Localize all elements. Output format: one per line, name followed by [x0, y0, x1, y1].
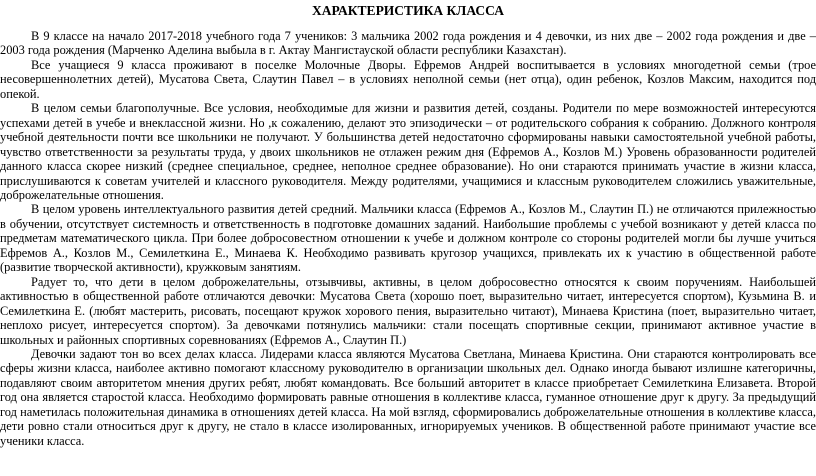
paragraph-residence: Все учащиеся 9 класса проживают в поселке Молочные Дворы. Ефремов Андрей воспитывается в условиях многодетной семьи (трое несовершеннолетних детей), Мусатова Света, Слаутин Павел – в условиях неполной семьи (нет отца), один ребенок, Козлов Максим, находится под опекой.	[0, 57, 816, 101]
document-body	[0, 29, 816, 448]
paragraph-families: В целом семьи благополучные. Все условия, необходимые для жизни и развития детей, созданы. Родители по мере возможностей интересуются успехами детей в учебе и внеклассной жизни. Но ,к сожалению, делают это эпизодически – от родительского собрания к собранию. Должного контроля учебной деятельности почти все школьники не получают. У большинства детей недостаточно сформированы навыки самостоятельной учебной работы, чувство ответственности за результаты труда, у двоих школьников не отлажен режим дня (Ефремов А., Козлов М.) Уровень образованности родителей данного класса скорее низкий (среднее специальное, среднее, неполное среднее образование). Но они стараются принимать участие в жизни класса, прислушиваются к советам учителей и классного руководителя. Между родителями, учащимися и классным руководителем сложились уважительные, доброжелательные отношения.	[0, 101, 816, 202]
paragraph-social-activity: Радует то, что дети в целом доброжелательны, отзывчивы, активны, в целом добросовестно относятся к своим поручениям. Наибольшей активностью в общественной работе отличаются девочки: Мусатова Света (хорошо поет, выразительно читает, интересуется спортом), Кузьмина В. и Семилеткина Е. (любят мастерить, рисовать, посещают кружок хорового пения, выразительно читают), Минаева Кристина (поет, выразительно читает, неплохо рисует, интересуется спортом). За девочками потянулись мальчики: стали посещать спортивные секции, принимают активное участие в школьных и районных спортивных соревнованиях (Ефремов А., Слаутин П.)	[0, 274, 816, 347]
paragraph-intellectual-development: В целом уровень интеллектуального развития детей средний. Мальчики класса (Ефремов А., Козлов М., Слаутин П.) не отличаются прилежностью в обучении, отсутствует системность и ответственность в подготовке домашних заданий. Наибольшие проблемы с учебой возникают у детей класса по предметам математического цикла. При более добросовестном отношении к учебе и должном контроле со стороны родителей могли бы лучше учиться Ефремов А., Козлов М., Семилеткина Е., Минаева К. Необходимо развивать кругозор учащихся, привлекать их к участию в общественной работе (развитие творческой активности), кружковым занятиям.	[0, 202, 816, 275]
paragraph-class-leaders: Девочки задают тон во всех делах класса. Лидерами класса являются Мусатова Светлана, Минаева Кристина. Они стараются контролировать все сферы жизни класса, наиболее активно помогают классному руководителю в организации школьных дел. Однако иногда бывают излишне категоричны, подавляют своим авторитетом мнения других ребят, любят командовать. Все больший авторитет в классе приобретает Семилеткина Елизавета. Второй год она является старостой класса. Необходимо формировать равные отношения в коллективе класса, гуманное отношение друг к другу. За предыдущий год наметилась положительная динамика в отношениях детей класса. На мой взгляд, сформировались доброжелательные отношения в коллективе класса, дети ровно стали относиться друг к другу, не стало в классе изолированных, игнорируемых учеников. В общественной работе принимают участие все ученики класса.	[0, 346, 816, 448]
paragraph-class-composition: В 9 классе на начало 2017-2018 учебного года 7 учеников: 3 мальчика 2002 года рождения и 4 девочки, из них две – 2002 года рождения и две – 2003 года рождения (Марченко Аделина выбыла в г. Актау Мангистауской области республики Казахстан).	[0, 29, 816, 58]
document-title: ХАРАКТЕРИСТИКА КЛАССА	[312, 3, 504, 18]
